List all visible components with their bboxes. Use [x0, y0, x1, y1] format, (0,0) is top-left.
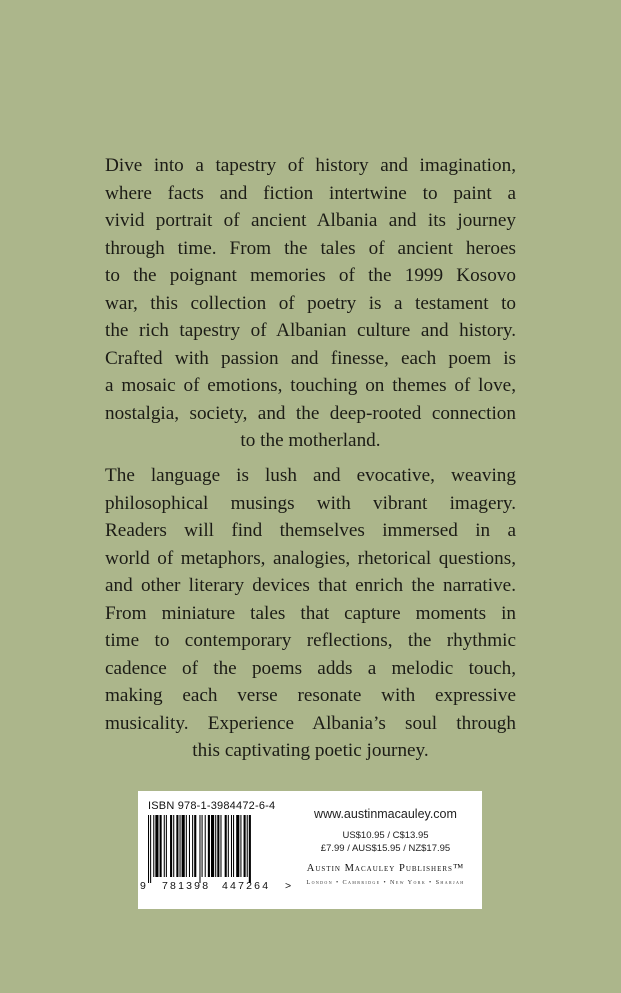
blurb-line: From miniature tales that capture moments in	[105, 602, 516, 624]
barcode-bar	[249, 815, 251, 883]
blurb-line: philosophical musings with vibrant imagery.	[105, 492, 516, 514]
barcode-bar	[205, 815, 206, 877]
blurb-line: war, this collection of poetry is a testament to	[105, 292, 516, 314]
barcode-bar	[244, 815, 246, 877]
barcode-bar	[164, 815, 165, 877]
blurb-line: through time. From the tales of ancient heroes	[105, 237, 516, 259]
barcode-digits-group-1: 781398	[162, 880, 211, 892]
blurb-line: and other literary devices that enrich the narrative.	[105, 575, 516, 596]
barcode-bar	[192, 815, 193, 877]
blurb-line: cadence of the poems adds a melodic touch,	[105, 657, 516, 679]
barcode-bar	[228, 815, 229, 877]
blurb-line: this captivating poetic journey.	[192, 740, 429, 761]
blurb-line: Readers will find themselves immersed in a	[105, 520, 516, 541]
barcode-bar	[202, 815, 203, 877]
blurb-line: the rich tapestry of Albanian culture and history.	[105, 320, 516, 341]
barcode-bar	[220, 815, 221, 877]
blurb-line: world of metaphors, analogies, rhetorical questions,	[105, 547, 516, 569]
barcode-bar	[233, 815, 234, 877]
publisher-logo: Austin Macauley Publishers™	[306, 863, 465, 874]
barcode-bar	[247, 815, 248, 877]
barcode-bar	[148, 815, 149, 883]
blurb-line: Crafted with passion and finesse, each poem is	[105, 347, 516, 369]
barcode-bar	[208, 815, 210, 877]
barcode-bar	[240, 815, 241, 877]
blurb-line: time to contemporary reflections, the rhythmic	[105, 630, 516, 651]
blurb-line: musicality. Experience Albania’s soul through	[105, 712, 516, 734]
blurb-paragraph-1	[105, 152, 516, 455]
barcode-bar	[170, 815, 172, 877]
barcode-panel	[138, 791, 482, 909]
publisher-url: www.austinmacauley.com	[314, 807, 457, 821]
barcode-bar	[173, 815, 174, 877]
blurb-line: vivid portrait of ancient Albania and its journey	[105, 210, 516, 231]
barcode-bar	[155, 815, 158, 877]
barcode-bar	[166, 815, 167, 877]
barcode-bar	[189, 815, 190, 877]
barcode-bar	[153, 815, 154, 877]
barcode-bar	[231, 815, 232, 877]
barcode-bar	[199, 815, 200, 883]
blurb-line: nostalgia, society, and the deep-rooted connection	[105, 402, 516, 424]
blurb-line: Dive into a tapestry of history and imagination,	[105, 155, 516, 176]
blurb-line: where facts and fiction intertwine to paint a	[105, 182, 516, 204]
barcode-bar	[150, 815, 151, 883]
barcode-bar	[236, 815, 239, 877]
publisher-cities: London • Cambridge • New York • Sharjah	[306, 879, 465, 886]
blurb-paragraph-2	[105, 462, 516, 765]
blurb-line: making each verse resonate with expressive	[105, 685, 516, 706]
barcode-digit-tail: >	[285, 880, 292, 892]
barcode-bar	[180, 815, 181, 877]
barcode-image	[148, 815, 282, 883]
barcode-digits-group-2: 447264	[222, 880, 271, 892]
barcode-bar	[211, 815, 214, 877]
price-line-2: £7.99 / AUS$15.95 / NZ$17.95	[320, 843, 451, 854]
blurb-line: a mosaic of emotions, touching on themes of love,	[105, 375, 516, 396]
barcode-bar	[186, 815, 187, 877]
barcode-digit-lead: 9	[140, 880, 146, 892]
blurb-line: to the poignant memories of the 1999 Kosovo	[105, 265, 516, 286]
barcode-bar	[215, 815, 216, 877]
barcode-bar	[225, 815, 227, 877]
barcode-bar	[160, 815, 162, 877]
isbn-text: ISBN 978-1-3984472-6-4	[148, 800, 276, 812]
barcode-bar	[217, 815, 219, 877]
barcode-bar	[182, 815, 185, 877]
blurb-line: to the motherland.	[240, 430, 381, 451]
blurb-line: The language is lush and evocative, weaving	[105, 465, 516, 486]
barcode-bar	[194, 815, 196, 877]
barcode-bar	[176, 815, 178, 877]
price-line-1: US$10.95 / C$13.95	[342, 830, 429, 841]
